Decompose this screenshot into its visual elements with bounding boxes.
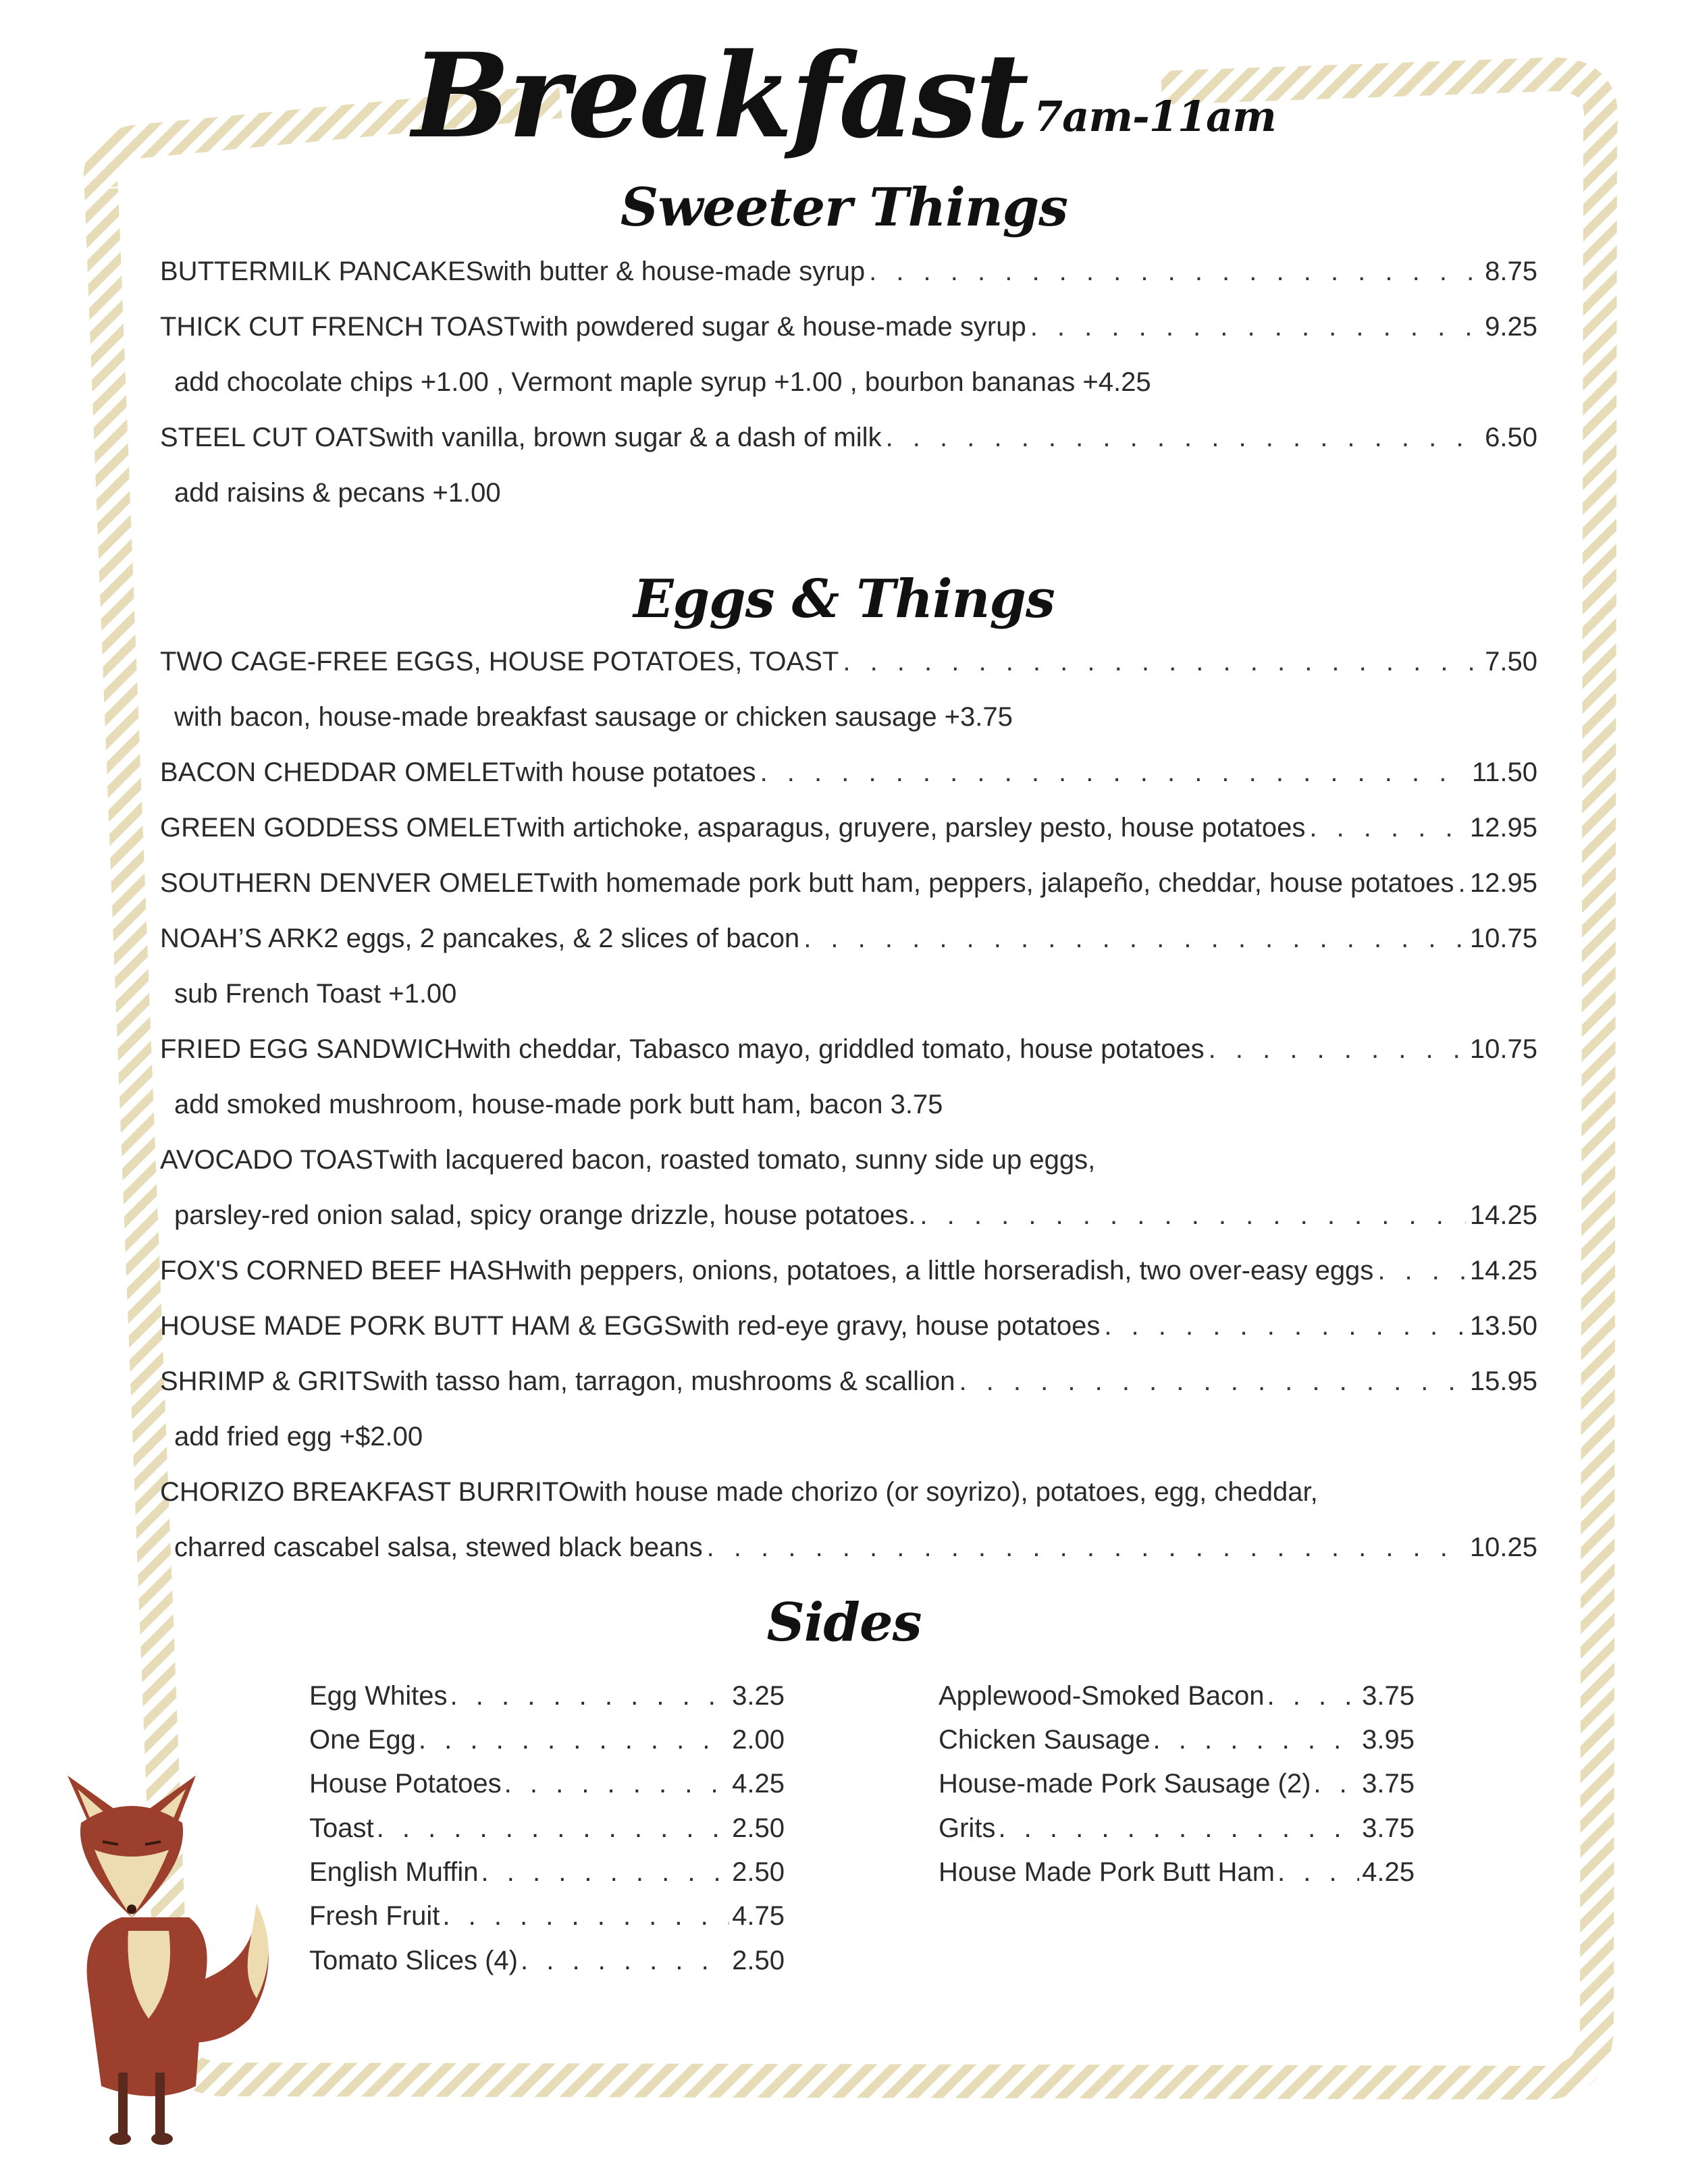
item-note bbox=[174, 478, 1537, 518]
menu-item bbox=[160, 1477, 1537, 1518]
side-item bbox=[309, 1681, 785, 1719]
menu-hours: 7am-11am bbox=[1034, 92, 1276, 141]
dot-leader bbox=[707, 1533, 1466, 1563]
dot-leader bbox=[998, 1813, 1359, 1844]
section-title-sweeter: Sweeter Things bbox=[620, 177, 1068, 238]
side-price: 3.75 bbox=[1362, 1769, 1415, 1799]
side-item bbox=[309, 1769, 785, 1807]
item-price: 12.95 bbox=[1469, 868, 1537, 898]
note-text: with bacon, house-made breakfast sausage or chicken sausage +3.75 bbox=[174, 702, 1013, 732]
item-name: BUTTERMILK PANCAKES bbox=[160, 257, 484, 286]
side-item bbox=[309, 1857, 785, 1895]
menu-item bbox=[160, 1311, 1537, 1352]
item-name: CHORIZO BREAKFAST BURRITO bbox=[160, 1477, 579, 1507]
item-note bbox=[174, 702, 1537, 743]
note-text: add smoked mushroom, house-made pork butt ham, bacon 3.75 bbox=[174, 1090, 943, 1119]
item-price: 11.50 bbox=[1471, 757, 1537, 787]
note-text: add chocolate chips +1.00 , Vermont maple syrup +1.00 , bourbon bananas +4.25 bbox=[174, 367, 1151, 397]
side-price: 3.75 bbox=[1362, 1813, 1415, 1843]
side-price: 4.75 bbox=[732, 1901, 785, 1931]
menu-title-text: Breakfast bbox=[412, 27, 1028, 164]
side-item bbox=[309, 1946, 785, 1983]
item-desc: with red-eye gravy, house potatoes bbox=[681, 1311, 1101, 1341]
item-price: 7.50 bbox=[1485, 647, 1537, 676]
side-item bbox=[939, 1681, 1415, 1719]
item-desc: with artichoke, asparagus, gruyere, parsley pesto, house potatoes bbox=[517, 813, 1306, 843]
item-name: STEEL CUT OATS bbox=[160, 423, 386, 452]
dot-leader bbox=[1153, 1725, 1360, 1755]
dot-leader bbox=[1309, 813, 1466, 843]
side-price: 4.25 bbox=[1362, 1857, 1415, 1887]
item-note bbox=[174, 979, 1537, 1019]
menu-item bbox=[160, 312, 1537, 352]
item-desc-continued: charred cascabel salsa, stewed black beans bbox=[174, 1533, 703, 1562]
item-name: NOAH’S ARK bbox=[160, 924, 324, 953]
menu-item bbox=[160, 257, 1537, 297]
dot-leader bbox=[1030, 312, 1481, 342]
side-item bbox=[939, 1769, 1415, 1807]
item-desc: with cheddar, Tabasco mayo, griddled tomato, house potatoes bbox=[463, 1034, 1205, 1064]
item-price: 14.25 bbox=[1469, 1200, 1537, 1230]
side-name: One Egg bbox=[309, 1725, 416, 1755]
dot-leader bbox=[760, 757, 1468, 788]
item-note bbox=[174, 367, 1537, 408]
item-name: FOX'S CORNED BEEF HASH bbox=[160, 1256, 524, 1285]
side-name: Applewood-Smoked Bacon bbox=[939, 1681, 1265, 1711]
dot-leader bbox=[481, 1857, 730, 1888]
note-text: add fried egg +$2.00 bbox=[174, 1422, 423, 1451]
item-desc: with tasso ham, tarragon, mushrooms & scallion bbox=[379, 1366, 955, 1396]
item-desc-continued: parsley-red onion salad, spicy orange drizzle, house potatoes. bbox=[174, 1200, 916, 1230]
dot-leader bbox=[959, 1366, 1465, 1397]
side-price: 2.00 bbox=[732, 1725, 785, 1755]
item-price: 9.25 bbox=[1485, 312, 1537, 342]
dot-leader bbox=[377, 1813, 730, 1844]
item-name: HOUSE MADE PORK BUTT HAM & EGGS bbox=[160, 1311, 682, 1341]
menu-item-continued bbox=[174, 1533, 1537, 1573]
item-price: 6.50 bbox=[1485, 423, 1537, 452]
side-price: 2.50 bbox=[732, 1813, 785, 1843]
item-price: 10.75 bbox=[1469, 1034, 1537, 1064]
menu-item bbox=[160, 1366, 1537, 1407]
side-name: Toast bbox=[309, 1813, 374, 1843]
item-desc: with powdered sugar & house-made syrup bbox=[520, 312, 1026, 342]
side-price: 2.50 bbox=[732, 1857, 785, 1887]
item-name: GREEN GODDESS OMELET bbox=[160, 813, 517, 843]
menu-item bbox=[160, 1256, 1537, 1296]
item-desc: with peppers, onions, potatoes, a little horseradish, two over-easy eggs bbox=[523, 1256, 1374, 1285]
item-desc: 2 eggs, 2 pancakes, & 2 slices of bacon bbox=[323, 924, 800, 953]
dot-leader bbox=[521, 1946, 729, 1976]
item-desc: with house made chorizo (or soyrizo), potatoes, egg, cheddar, bbox=[579, 1477, 1318, 1507]
menu-title bbox=[0, 27, 1688, 164]
item-price: 10.25 bbox=[1469, 1533, 1537, 1562]
side-item bbox=[939, 1813, 1415, 1851]
dot-leader bbox=[504, 1769, 730, 1799]
dot-leader bbox=[1209, 1034, 1466, 1065]
side-item bbox=[309, 1813, 785, 1851]
item-desc: with house potatoes bbox=[515, 757, 756, 787]
dot-leader bbox=[886, 423, 1481, 453]
item-price: 8.75 bbox=[1485, 257, 1537, 286]
side-price: 2.50 bbox=[732, 1946, 785, 1975]
item-price: 14.25 bbox=[1469, 1256, 1537, 1285]
dot-leader bbox=[442, 1901, 729, 1932]
item-name: THICK CUT FRENCH TOAST bbox=[160, 312, 521, 342]
side-price: 3.75 bbox=[1362, 1681, 1415, 1711]
item-price: 10.75 bbox=[1469, 924, 1537, 953]
side-name: House-made Pork Sausage (2) bbox=[939, 1769, 1311, 1799]
menu-item bbox=[160, 423, 1537, 463]
item-note bbox=[174, 1090, 1537, 1130]
item-desc: with homemade pork butt ham, peppers, jalapeño, cheddar, house potatoes bbox=[550, 868, 1454, 898]
dot-leader bbox=[1313, 1769, 1359, 1799]
item-price: 15.95 bbox=[1469, 1366, 1537, 1396]
note-text: add raisins & pecans +1.00 bbox=[174, 478, 501, 508]
item-name: FRIED EGG SANDWICH bbox=[160, 1034, 463, 1064]
side-name: Tomato Slices (4) bbox=[309, 1946, 518, 1975]
dot-leader bbox=[1267, 1681, 1360, 1711]
menu-item-continued bbox=[174, 1200, 1537, 1241]
dot-leader bbox=[1277, 1857, 1359, 1888]
item-name: BACON CHEDDAR OMELET bbox=[160, 757, 516, 787]
dot-leader bbox=[419, 1725, 729, 1755]
dot-leader bbox=[843, 647, 1481, 677]
side-item bbox=[309, 1725, 785, 1763]
item-note bbox=[174, 1422, 1537, 1462]
dot-leader bbox=[869, 257, 1481, 287]
dot-leader bbox=[1458, 868, 1466, 899]
item-price: 12.95 bbox=[1469, 813, 1537, 843]
fox-illustration bbox=[54, 1762, 270, 2147]
item-name: SOUTHERN DENVER OMELET bbox=[160, 868, 550, 898]
dot-leader bbox=[450, 1681, 730, 1711]
side-name: Egg Whites bbox=[309, 1681, 448, 1711]
dot-leader bbox=[803, 924, 1466, 954]
side-price: 3.95 bbox=[1362, 1725, 1415, 1755]
menu-item bbox=[160, 757, 1537, 798]
menu-item bbox=[160, 647, 1537, 687]
menu-item bbox=[160, 1145, 1537, 1186]
section-title-sides: Sides bbox=[766, 1592, 922, 1653]
item-price: 13.50 bbox=[1469, 1311, 1537, 1341]
side-price: 3.25 bbox=[732, 1681, 785, 1711]
menu-item bbox=[160, 868, 1537, 909]
side-item bbox=[309, 1901, 785, 1939]
item-desc: with lacquered bacon, roasted tomato, sunny side up eggs, bbox=[390, 1145, 1096, 1175]
side-name: Chicken Sausage bbox=[939, 1725, 1151, 1755]
item-desc: with vanilla, brown sugar & a dash of milk bbox=[386, 423, 882, 452]
item-name: TWO CAGE-FREE EGGS, HOUSE POTATOES, TOAST bbox=[160, 647, 839, 676]
dot-leader bbox=[1104, 1311, 1466, 1341]
side-name: House Made Pork Butt Ham bbox=[939, 1857, 1275, 1887]
item-name: SHRIMP & GRITS bbox=[160, 1366, 380, 1396]
dot-leader bbox=[1377, 1256, 1466, 1286]
menu-item bbox=[160, 1034, 1537, 1075]
side-price: 4.25 bbox=[732, 1769, 785, 1799]
item-name: AVOCADO TOAST bbox=[160, 1145, 390, 1175]
menu-item bbox=[160, 813, 1537, 853]
item-desc: with butter & house-made syrup bbox=[483, 257, 866, 286]
menu-item bbox=[160, 924, 1537, 964]
section-title-eggs: Eggs & Things bbox=[633, 568, 1055, 630]
side-name: English Muffin bbox=[309, 1857, 479, 1887]
side-item bbox=[939, 1857, 1415, 1895]
note-text: sub French Toast +1.00 bbox=[174, 979, 457, 1009]
side-item bbox=[939, 1725, 1415, 1763]
dot-leader bbox=[920, 1200, 1465, 1231]
side-name: Grits bbox=[939, 1813, 996, 1843]
side-name: Fresh Fruit bbox=[309, 1901, 440, 1931]
side-name: House Potatoes bbox=[309, 1769, 502, 1799]
